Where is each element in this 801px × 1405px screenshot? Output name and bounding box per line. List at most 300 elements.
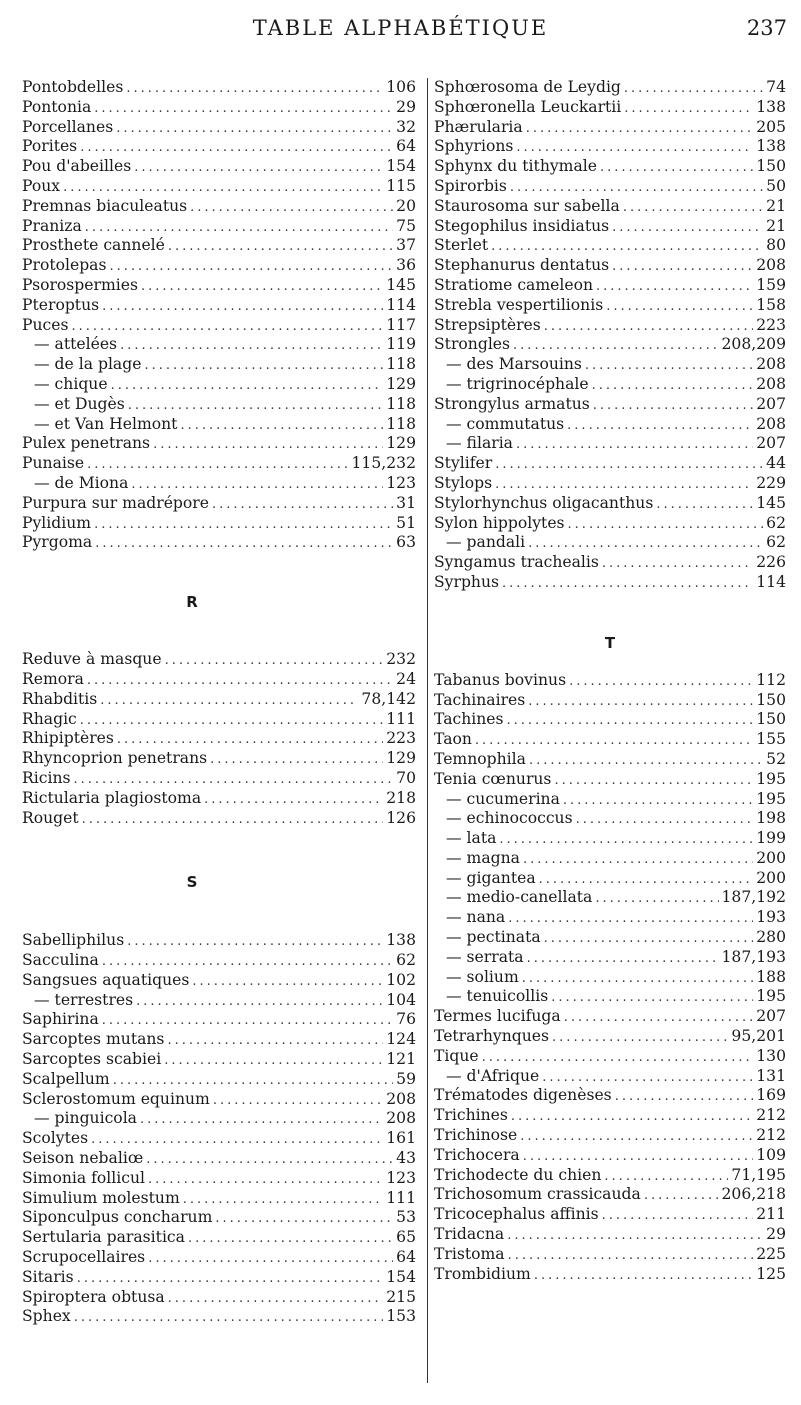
- dot-leader: [529, 751, 763, 770]
- dot-leader: [576, 810, 754, 829]
- index-group-r: [22, 650, 416, 828]
- entry-pages: 44: [766, 454, 786, 473]
- dot-leader: [127, 932, 383, 951]
- entry-pages: 208: [386, 1109, 416, 1128]
- dot-leader: [192, 972, 383, 991]
- entry-term: Saphirina: [22, 1010, 99, 1029]
- dot-leader: [602, 1206, 754, 1225]
- dot-leader: [495, 455, 763, 474]
- entry-term: Pontobdelles: [22, 78, 124, 96]
- index-entry: [22, 276, 416, 296]
- dot-leader: [600, 158, 753, 177]
- entry-term: Rouget: [22, 808, 79, 827]
- entry-pages: 70: [396, 768, 416, 787]
- entry-term: Strongles: [434, 335, 511, 354]
- dot-leader: [210, 750, 383, 769]
- dot-leader: [568, 515, 764, 534]
- entry-term: Reduve à masque: [22, 650, 162, 669]
- entry-pages: 123: [386, 473, 416, 492]
- entry-pages: 63: [396, 533, 416, 552]
- index-entry: [434, 1225, 786, 1245]
- dot-leader: [569, 672, 753, 691]
- entry-term: — attelées: [34, 335, 118, 354]
- dot-leader: [74, 770, 394, 789]
- index-entry: [22, 355, 416, 375]
- entry-pages: 212: [756, 1106, 786, 1125]
- dot-leader: [165, 651, 384, 670]
- entry-term: Siponculpus concharum: [22, 1208, 213, 1227]
- index-entry: [22, 690, 416, 710]
- entry-term: Tenia cœnurus: [434, 769, 552, 788]
- index-entry: [434, 474, 786, 494]
- dot-leader: [212, 495, 393, 514]
- dot-leader: [604, 1167, 728, 1186]
- index-entry: [22, 256, 416, 276]
- entry-term: Prosthete cannelé: [22, 236, 165, 255]
- running-title: TABLE ALPHABÉTIQUE: [252, 16, 549, 40]
- entry-pages: 112: [756, 670, 786, 689]
- dot-leader: [94, 515, 393, 534]
- entry-pages: 95,201: [731, 1027, 786, 1046]
- index-entry: [22, 415, 416, 435]
- entry-pages: 208,209: [721, 335, 786, 354]
- index-group-s: [22, 931, 416, 1327]
- dot-leader: [128, 396, 383, 415]
- entry-pages: 223: [386, 729, 416, 748]
- entry-term: Spirorbis: [434, 176, 507, 195]
- entry-term: Sabelliphilus: [22, 931, 125, 950]
- entry-pages: 51: [396, 513, 416, 532]
- entry-term: Poux: [22, 176, 61, 195]
- entry-term: Remora: [22, 669, 84, 688]
- index-entry: [434, 434, 786, 454]
- dot-leader: [593, 396, 753, 415]
- dot-leader: [482, 1048, 754, 1067]
- entry-term: Sphœrosoma de Leydig: [434, 78, 621, 96]
- entry-pages: 150: [756, 157, 786, 176]
- dot-leader: [534, 1266, 753, 1285]
- dot-leader: [552, 1028, 728, 1047]
- index-entry: [434, 948, 786, 968]
- entry-pages: 208: [756, 374, 786, 393]
- entry-pages: 188: [756, 967, 786, 986]
- dot-leader: [111, 376, 384, 395]
- index-entry: [434, 1245, 786, 1265]
- entry-pages: 126: [386, 808, 416, 827]
- entry-term: — cucumerina: [446, 789, 560, 808]
- entry-pages: 24: [396, 669, 416, 688]
- index-entry: [434, 553, 786, 573]
- index-entry: [22, 78, 416, 98]
- index-entry: [434, 494, 786, 514]
- index-entry: [434, 829, 786, 849]
- entry-term: Tique: [434, 1046, 479, 1065]
- index-entry: [22, 1030, 416, 1050]
- entry-pages: 212: [756, 1126, 786, 1145]
- entry-pages: 114: [756, 572, 786, 591]
- entry-term: Trichosomum crassicauda: [434, 1185, 641, 1204]
- entry-term: Pyrgoma: [22, 533, 93, 552]
- entry-pages: 36: [396, 256, 416, 275]
- entry-pages: 218: [386, 788, 416, 807]
- index-entry: [434, 137, 786, 157]
- dot-leader: [153, 435, 383, 454]
- index-entry: [22, 236, 416, 256]
- index-entry: [434, 1086, 786, 1106]
- entry-pages: 187,193: [721, 947, 786, 966]
- dot-leader: [606, 297, 753, 316]
- dot-leader: [117, 730, 383, 749]
- index-entry: [434, 296, 786, 316]
- entry-pages: 208: [756, 355, 786, 374]
- index-entry: [22, 474, 416, 494]
- index-entry: [434, 157, 786, 177]
- dot-leader: [612, 218, 763, 237]
- entry-pages: 129: [386, 374, 416, 393]
- entry-pages: 59: [396, 1069, 416, 1088]
- entry-pages: 43: [396, 1149, 416, 1168]
- entry-pages: 71,195: [731, 1165, 786, 1184]
- index-entry: [434, 177, 786, 197]
- entry-pages: 37: [396, 236, 416, 255]
- entry-term: Pontonia: [22, 97, 92, 116]
- index-entry: [434, 888, 786, 908]
- entry-pages: 109: [756, 1145, 786, 1164]
- entry-term: — medio-canellata: [446, 888, 593, 907]
- entry-term: — et Dugès: [34, 394, 125, 413]
- dot-leader: [168, 237, 393, 256]
- entry-pages: 131: [756, 1066, 786, 1085]
- index-entry: [434, 514, 786, 534]
- entry-pages: 229: [756, 473, 786, 492]
- dot-leader: [110, 257, 394, 276]
- entry-pages: 154: [386, 157, 416, 176]
- entry-pages: 31: [396, 493, 416, 512]
- dot-leader: [131, 475, 383, 494]
- dot-leader: [102, 1011, 393, 1030]
- entry-term: Praniza: [22, 216, 82, 235]
- entry-term: Sylon hippolytes: [434, 513, 565, 532]
- entry-pages: 206,218: [721, 1185, 786, 1204]
- index-entry: [434, 1027, 786, 1047]
- entry-term: Syrphus: [434, 572, 500, 591]
- dot-leader: [94, 99, 393, 118]
- dot-leader: [615, 1087, 754, 1106]
- entry-pages: 21: [766, 196, 786, 215]
- entry-term: — trigrinocéphale: [446, 374, 589, 393]
- entry-term: Ricins: [22, 768, 71, 787]
- dot-leader: [542, 1068, 753, 1087]
- dot-leader: [140, 1110, 383, 1129]
- entry-pages: 150: [756, 690, 786, 709]
- entry-term: Sarcoptes scabiei: [22, 1050, 162, 1069]
- section-letter-s: S: [186, 873, 198, 892]
- dot-leader: [136, 992, 383, 1011]
- index-entry: [434, 118, 786, 138]
- dot-leader: [508, 1246, 754, 1265]
- index-entry: [22, 1010, 416, 1030]
- dot-leader: [499, 830, 753, 849]
- entry-term: Tachinaires: [434, 690, 526, 709]
- dot-leader: [595, 889, 718, 908]
- index-entry: [434, 710, 786, 730]
- entry-pages: 65: [396, 1228, 416, 1247]
- entry-term: Psorospermies: [22, 275, 138, 294]
- entry-term: Protolepas: [22, 256, 107, 275]
- dot-leader: [539, 870, 754, 889]
- right-column: [434, 78, 786, 1284]
- entry-term: Trichodecte du chien: [434, 1165, 602, 1184]
- entry-pages: 215: [386, 1287, 416, 1306]
- index-entry: [22, 1208, 416, 1228]
- index-group-s-continued: [434, 78, 786, 593]
- dot-leader: [134, 158, 383, 177]
- dot-leader: [215, 1209, 393, 1228]
- index-entry: [22, 971, 416, 991]
- entry-pages: 80: [766, 236, 786, 255]
- entry-term: Trématodes digenèses: [434, 1086, 612, 1105]
- entry-pages: 32: [396, 117, 416, 136]
- index-entry: [22, 1189, 416, 1209]
- page-number: 237: [746, 16, 787, 40]
- entry-pages: 74: [766, 78, 786, 96]
- index-entry: [22, 494, 416, 514]
- entry-term: Rictularia plagiostoma: [22, 788, 202, 807]
- entry-pages: 145: [756, 493, 786, 512]
- index-entry: [22, 137, 416, 157]
- dot-leader: [508, 909, 753, 928]
- entry-pages: 130: [756, 1046, 786, 1065]
- index-entry: [22, 749, 416, 769]
- entry-term: Simonia follicul: [22, 1168, 146, 1187]
- entry-pages: 50: [766, 176, 786, 195]
- entry-pages: 205: [756, 117, 786, 136]
- entry-pages: 150: [756, 710, 786, 729]
- entry-term: — echinococcus: [446, 809, 573, 828]
- dot-leader: [475, 731, 753, 750]
- index-entry: [22, 1228, 416, 1248]
- dot-leader: [644, 1186, 719, 1205]
- index-entry: [434, 375, 786, 395]
- dot-leader: [80, 711, 383, 730]
- entry-term: Sitaris: [22, 1267, 74, 1286]
- entry-term: Rhipiptères: [22, 729, 114, 748]
- dot-leader: [168, 1289, 384, 1308]
- entry-term: Stylops: [434, 473, 493, 492]
- entry-term: Sarcoptes mutans: [22, 1030, 165, 1049]
- index-entry: [434, 454, 786, 474]
- entry-term: — tenuicollis: [446, 987, 549, 1006]
- index-entry: [22, 951, 416, 971]
- entry-term: Pylidium: [22, 513, 92, 532]
- entry-term: Scolytes: [22, 1129, 89, 1148]
- section-letter-t: T: [604, 633, 616, 652]
- dot-leader: [495, 475, 753, 494]
- entry-term: Taon: [434, 730, 472, 749]
- index-entry: [22, 98, 416, 118]
- index-entry: [434, 1126, 786, 1146]
- entry-pages: 76: [396, 1010, 416, 1029]
- dot-leader: [144, 356, 383, 375]
- dot-leader: [164, 1051, 383, 1070]
- index-entry: [22, 710, 416, 730]
- entry-pages: 129: [386, 434, 416, 453]
- entry-term: — chique: [34, 374, 108, 393]
- index-entry: [22, 197, 416, 217]
- entry-pages: 138: [756, 97, 786, 116]
- index-entry: [22, 809, 416, 829]
- entry-term: Strongylus armatus: [434, 394, 590, 413]
- index-entry: [434, 236, 786, 256]
- dot-leader: [120, 336, 383, 355]
- entry-term: Tricocephalus affinis: [434, 1205, 599, 1224]
- entry-term: Pulex penetrans: [22, 434, 151, 453]
- dot-leader: [656, 495, 753, 514]
- entry-pages: 158: [756, 295, 786, 314]
- index-entry: [22, 118, 416, 138]
- dot-leader: [507, 1226, 763, 1245]
- entry-pages: 199: [756, 829, 786, 848]
- index-entry: [22, 729, 416, 749]
- index-entry: [22, 991, 416, 1011]
- entry-pages: 106: [386, 78, 416, 96]
- index-entry: [434, 1205, 786, 1225]
- entry-term: Staurosoma sur sabella: [434, 196, 620, 215]
- entry-pages: 124: [386, 1030, 416, 1049]
- entry-term: Pou d'abeilles: [22, 157, 132, 176]
- entry-term: Rhabditis: [22, 689, 98, 708]
- entry-pages: 232: [386, 650, 416, 669]
- entry-pages: 62: [766, 533, 786, 552]
- entry-term: Rhyncoprion penetrans: [22, 749, 208, 768]
- index-entry: [434, 573, 786, 593]
- entry-pages: 118: [386, 355, 416, 374]
- entry-pages: 78,142: [361, 689, 416, 708]
- entry-pages: 115,232: [351, 454, 416, 473]
- dot-leader: [544, 929, 754, 948]
- dot-leader: [91, 1130, 383, 1149]
- column-divider: [427, 78, 428, 1383]
- entry-term: Porcellanes: [22, 117, 114, 136]
- entry-pages: 111: [386, 709, 416, 728]
- entry-pages: 115: [386, 176, 416, 195]
- index-entry: [434, 1185, 786, 1205]
- entry-pages: 114: [386, 295, 416, 314]
- dot-leader: [502, 574, 753, 593]
- entry-pages: 195: [756, 789, 786, 808]
- entry-term: — nana: [446, 908, 506, 927]
- entry-term: Sphœronella Leuckartii: [434, 97, 622, 116]
- index-entry: [434, 98, 786, 118]
- entry-term: Trombidium: [434, 1264, 531, 1283]
- dot-leader: [82, 810, 384, 829]
- index-entry: [434, 968, 786, 988]
- index-entry: [434, 395, 786, 415]
- index-entry: [22, 454, 416, 474]
- entry-term: Punaise: [22, 454, 85, 473]
- entry-pages: 64: [396, 137, 416, 156]
- entry-term: Syngamus trachealis: [434, 553, 599, 572]
- entry-term: Stratiome cameleon: [434, 275, 594, 294]
- entry-term: — pandali: [446, 533, 526, 552]
- index-entry: [22, 670, 416, 690]
- entry-term: Sphyrions: [434, 137, 514, 156]
- entry-term: Scalpellum: [22, 1069, 110, 1088]
- dot-leader: [77, 1269, 384, 1288]
- entry-term: — solium: [446, 967, 519, 986]
- dot-leader: [146, 1150, 393, 1169]
- entry-term: — de Miona: [34, 473, 129, 492]
- entry-pages: 208: [386, 1089, 416, 1108]
- entry-term: Tristoma: [434, 1244, 505, 1263]
- dot-leader: [72, 317, 384, 336]
- entry-pages: 104: [386, 990, 416, 1009]
- entry-term: Seison nebaliœ: [22, 1149, 144, 1168]
- entry-pages: 75: [396, 216, 416, 235]
- dot-leader: [100, 691, 358, 710]
- entry-pages: 207: [756, 1007, 786, 1026]
- entry-pages: 207: [756, 434, 786, 453]
- entry-pages: 119: [386, 335, 416, 354]
- dot-leader: [102, 952, 393, 971]
- entry-term: Stylifer: [434, 454, 493, 473]
- entry-term: — pinguicola: [34, 1109, 137, 1128]
- entry-pages: 155: [756, 730, 786, 749]
- dot-leader: [183, 1190, 383, 1209]
- dot-leader: [624, 79, 763, 98]
- entry-pages: 208: [756, 256, 786, 275]
- index-entry: [434, 790, 786, 810]
- entry-pages: 169: [756, 1086, 786, 1105]
- index-entry: [22, 514, 416, 534]
- entry-pages: 123: [386, 1168, 416, 1187]
- entry-term: Sacculina: [22, 951, 99, 970]
- entry-pages: 200: [756, 868, 786, 887]
- dot-leader: [95, 534, 393, 553]
- dot-leader: [516, 435, 753, 454]
- dot-leader: [592, 376, 754, 395]
- dot-leader: [516, 138, 753, 157]
- index-group-p: [22, 78, 416, 553]
- dot-leader: [188, 1229, 393, 1248]
- index-entry: [22, 1169, 416, 1189]
- entry-pages: 111: [386, 1188, 416, 1207]
- dot-leader: [544, 317, 753, 336]
- dot-leader: [204, 790, 383, 809]
- entry-term: Termes lucifuga: [434, 1007, 561, 1026]
- entry-pages: 52: [766, 749, 786, 768]
- index-entry: [22, 1248, 416, 1268]
- entry-term: — serrata: [446, 947, 524, 966]
- index-entry: [22, 1149, 416, 1169]
- index-entry: [22, 789, 416, 809]
- dot-leader: [596, 277, 753, 296]
- index-entry: [22, 1050, 416, 1070]
- dot-leader: [167, 1031, 383, 1050]
- dot-leader: [491, 237, 763, 256]
- entry-pages: 154: [386, 1267, 416, 1286]
- index-entry: [22, 533, 416, 553]
- entry-pages: 129: [386, 749, 416, 768]
- entry-term: Spiroptera obtusa: [22, 1287, 165, 1306]
- entry-term: — pectinata: [446, 928, 541, 947]
- entry-term: Scrupocellaires: [22, 1248, 146, 1267]
- entry-term: Simulium molestum: [22, 1188, 180, 1207]
- index-entry: [434, 1265, 786, 1285]
- entry-pages: 118: [386, 414, 416, 433]
- index-entry: [22, 1109, 416, 1129]
- index-entry: [434, 691, 786, 711]
